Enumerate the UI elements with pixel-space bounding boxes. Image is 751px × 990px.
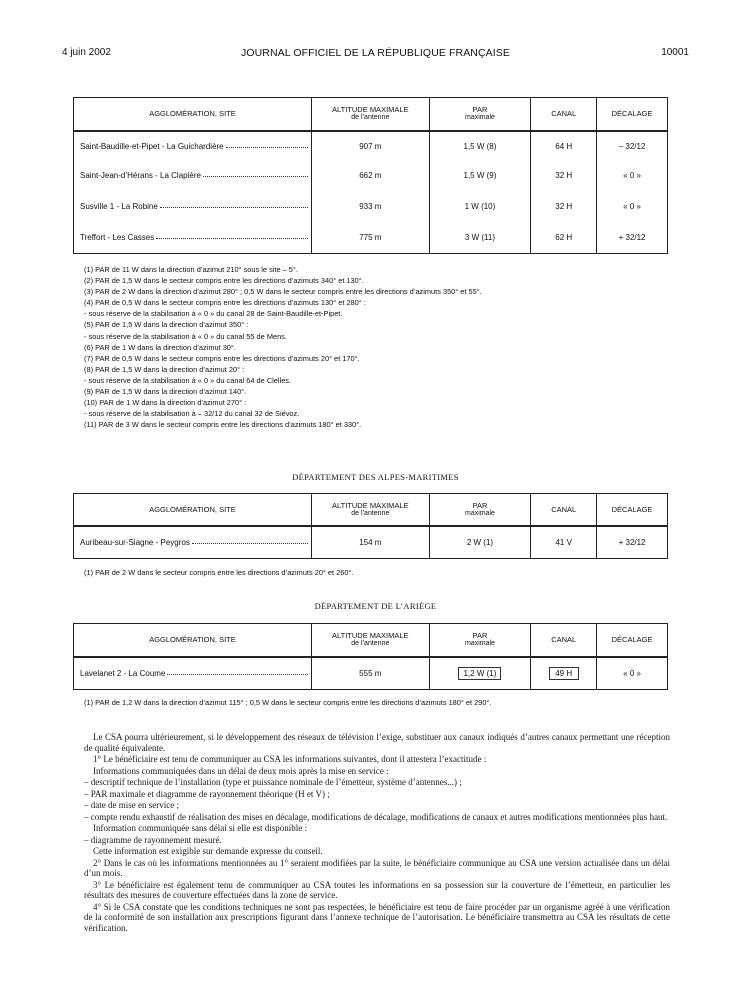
site-name: Auribeau-sur-Siagne - Peygros: [80, 537, 190, 547]
canal-value: [531, 657, 597, 690]
footnote: (4) PAR de 0,5 W dans le secteur compris entre les directions d’azimuts 130° et 280° :: [84, 298, 366, 308]
paragraph: 2° Dans le cas où les informations mentionnées au 1° seraient modifiées par la suite, le bénéficiaire communique au CSA une version actualisée dans un délai d’un mois.: [84, 857, 670, 878]
list-item: – descriptif technique de l’installation (type et puissance nominale de l’émetteur, système d’antennes...) ;: [84, 777, 462, 787]
par-value: [429, 657, 531, 690]
col-header-decalage: DÉCALAGE: [597, 624, 668, 657]
table-row: [74, 191, 668, 222]
sites-table-3: [73, 623, 668, 690]
canal-value: 62 H: [531, 222, 597, 254]
paragraph: Informations communiquées dans un délai de deux mois après la mise en service :: [93, 765, 389, 776]
footnote: - sous réserve de la stabilisation à – 32/12 du canal 32 de Siévoz.: [84, 409, 300, 419]
par-value: 3 W (11): [429, 222, 531, 254]
altitude-value: 555 m: [311, 657, 429, 690]
altitude-value: 662 m: [311, 161, 429, 191]
altitude-value: 933 m: [311, 191, 429, 222]
col-header-site: AGGLOMÉRATION, SITE: [74, 98, 312, 131]
footnote: (11) PAR de 3 W dans le secteur compris entre les directions d’azimuts 180° et 330°.: [84, 420, 362, 430]
par-value: 1 W (10): [429, 191, 531, 222]
decalage-value: + 32/12: [597, 222, 668, 254]
col-header-par: PAR maximale: [429, 98, 531, 131]
footnote: (8) PAR de 1,5 W dans la direction d’azimut 20° :: [84, 364, 245, 374]
paragraph: Information communiquée sans délai si elle est disponible :: [93, 823, 307, 833]
col-header-canal: CANAL: [531, 98, 597, 131]
par-box: 1,2 W (1): [458, 667, 501, 680]
col-header-altitude: ALTITUDE MAXIMALE de l’antenne: [311, 98, 429, 131]
paragraph: 1° Le bénéficiaire est tenu de communiquer au CSA les informations suivantes, dont il attestera l’exactitude :: [93, 754, 487, 764]
table-row: [74, 222, 668, 254]
canal-value: 41 V: [531, 526, 597, 559]
journal-title: JOURNAL OFFICIEL DE LA RÉPUBLIQUE FRANÇAISE: [241, 47, 510, 59]
decalage-value: – 32/12: [597, 131, 668, 161]
page-header: [62, 47, 689, 61]
footnote: - sous réserve de la stabilisation à « 0 » du canal 55 de Mens.: [84, 331, 287, 341]
paragraph: Le CSA pourra ultérieurement, si le développement des réseaux de télévision l’exige, substituer aux canaux indiqués d’autres canaux permettant une réception de qualité équivalente.: [84, 732, 670, 753]
list-item: – diagramme de rayonnement mesuré.: [84, 834, 222, 845]
col-header-decalage: DÉCALAGE: [597, 98, 668, 131]
footnotes-table-2: [84, 567, 684, 578]
canal-value: 32 H: [531, 191, 597, 222]
site-name: Treffort - Les Casses: [80, 232, 155, 242]
par-value: 1,5 W (9): [429, 161, 531, 191]
site-name: Lavelanet 2 - La Coume: [80, 668, 166, 678]
col-header-site: AGGLOMÉRATION, SITE: [74, 494, 312, 526]
list-item: – PAR maximale et diagramme de rayonnement théorique (H et V) ;: [84, 788, 330, 799]
altitude-value: 907 m: [311, 131, 429, 161]
footnote: - sous réserve de la stabilisation à « 0 » du canal 28 de Saint-Baudille-et-Pipet.: [84, 309, 343, 319]
footnote: (9) PAR de 1,5 W dans la direction d’azimut 140°.: [84, 387, 247, 397]
col-header-altitude: ALTITUDE MAXIMALE de l’antenne: [311, 494, 429, 526]
body-text: [84, 732, 670, 934]
issue-date: 4 juin 2002: [62, 47, 111, 58]
footnotes-table-1: [84, 264, 684, 430]
table-row: [74, 161, 668, 191]
site-name: Saint-Baudille-et-Pipet - La Guichardière: [80, 141, 224, 151]
footnote: (1) PAR de 11 W dans la direction d’azimut 210° sous le site – 5°.: [84, 265, 298, 274]
paragraph: 4° Si le CSA constate que les conditions techniques ne sont pas respectées, le bénéficiaire est tenu de faire procéder par un organisme agréé à une vérification de la conformité de son installation aux prescriptions figurant dans l’annexe technique de l’autorisation. Le bénéficiaire transmettra au CSA les résultats de cette vérification.: [84, 901, 670, 933]
col-header-site: AGGLOMÉRATION, SITE: [74, 624, 312, 657]
footnote: (2) PAR de 1,5 W dans le secteur compris entre les directions d’azimuts 340° et 130°.: [84, 276, 364, 286]
decalage-value: « 0 »: [597, 161, 668, 191]
col-header-canal: CANAL: [531, 494, 597, 526]
site-name: Susville 1 - La Robine: [80, 201, 158, 211]
sites-table-2: [73, 493, 668, 559]
table-row: [74, 657, 668, 690]
canal-value: 64 H: [531, 131, 597, 161]
decalage-value: « 0 »: [597, 191, 668, 222]
department-heading-ariege: DÉPARTEMENT DE L’ARIÈGE: [314, 601, 437, 611]
footnote: (3) PAR de 2 W dans la direction d’azimut 280° ; 0,5 W dans le secteur compris entre les directions d’azimuts 350° et 55°.: [84, 287, 482, 297]
list-item: – date de mise en service ;: [84, 800, 179, 810]
footnote: (1) PAR de 1,2 W dans la direction d’azimut 115° ; 0,5 W dans le secteur compris entre les directions d’azimuts 180° et 290°.: [84, 698, 492, 707]
decalage-value: + 32/12: [597, 526, 668, 559]
canal-box: 49 H: [549, 667, 579, 680]
list-item: – compte rendu exhaustif de réalisation des mises en décalage, modifications de décalage, modifications de canaux et autres modifications mentionnées plus haut.: [84, 811, 668, 822]
col-header-par: PAR maximale: [429, 494, 531, 526]
footnote: (6) PAR de 1 W dans la direction d’azimut 30°.: [84, 342, 236, 352]
table-row: [74, 131, 668, 161]
footnote: (1) PAR de 2 W dans le secteur compris entre les directions d’azimuts 20° et 260°.: [84, 568, 354, 577]
department-heading-alpes-maritimes: DÉPARTEMENT DES ALPES-MARITIMES: [292, 472, 459, 482]
par-value: 2 W (1): [429, 526, 531, 559]
altitude-value: 154 m: [311, 526, 429, 559]
par-value: 1,5 W (8): [429, 131, 531, 161]
site-name: Saint-Jean-d’Hérans - La Clapière: [80, 171, 201, 180]
footnote: (7) PAR de 0,5 W dans le secteur compris entre les directions d’azimuts 20° et 170°.: [84, 353, 360, 363]
table-row: [74, 526, 668, 559]
col-header-canal: CANAL: [531, 624, 597, 657]
footnote: - sous réserve de la stabilisation à « 0 » du canal 64 de Clelles.: [84, 375, 292, 385]
sites-table-1: [73, 97, 668, 254]
footnote: (10) PAR de 1 W dans la direction d’azimut 270° :: [84, 398, 247, 408]
col-header-par: PAR maximale: [429, 624, 531, 657]
col-header-decalage: DÉCALAGE: [597, 494, 668, 526]
altitude-value: 775 m: [311, 222, 429, 254]
paragraph: Cette information est exigible sur demande expresse du conseil.: [93, 846, 323, 856]
canal-value: 32 H: [531, 161, 597, 191]
paragraph: 3° Le bénéficiaire est également tenu de communiquer au CSA toutes les informations en sa possession sur la couverture de l’émetteur, en particulier les résultats des mesures de couverture effectuées dans la zone de service.: [84, 879, 670, 900]
col-header-altitude: ALTITUDE MAXIMALE de l’antenne: [311, 624, 429, 657]
page-number: 10001: [661, 47, 689, 58]
footnotes-table-3: [84, 697, 684, 708]
decalage-value: « 0 »: [597, 657, 668, 690]
footnote: (5) PAR de 1,5 W dans la direction d’azimut 350° :: [84, 320, 249, 330]
